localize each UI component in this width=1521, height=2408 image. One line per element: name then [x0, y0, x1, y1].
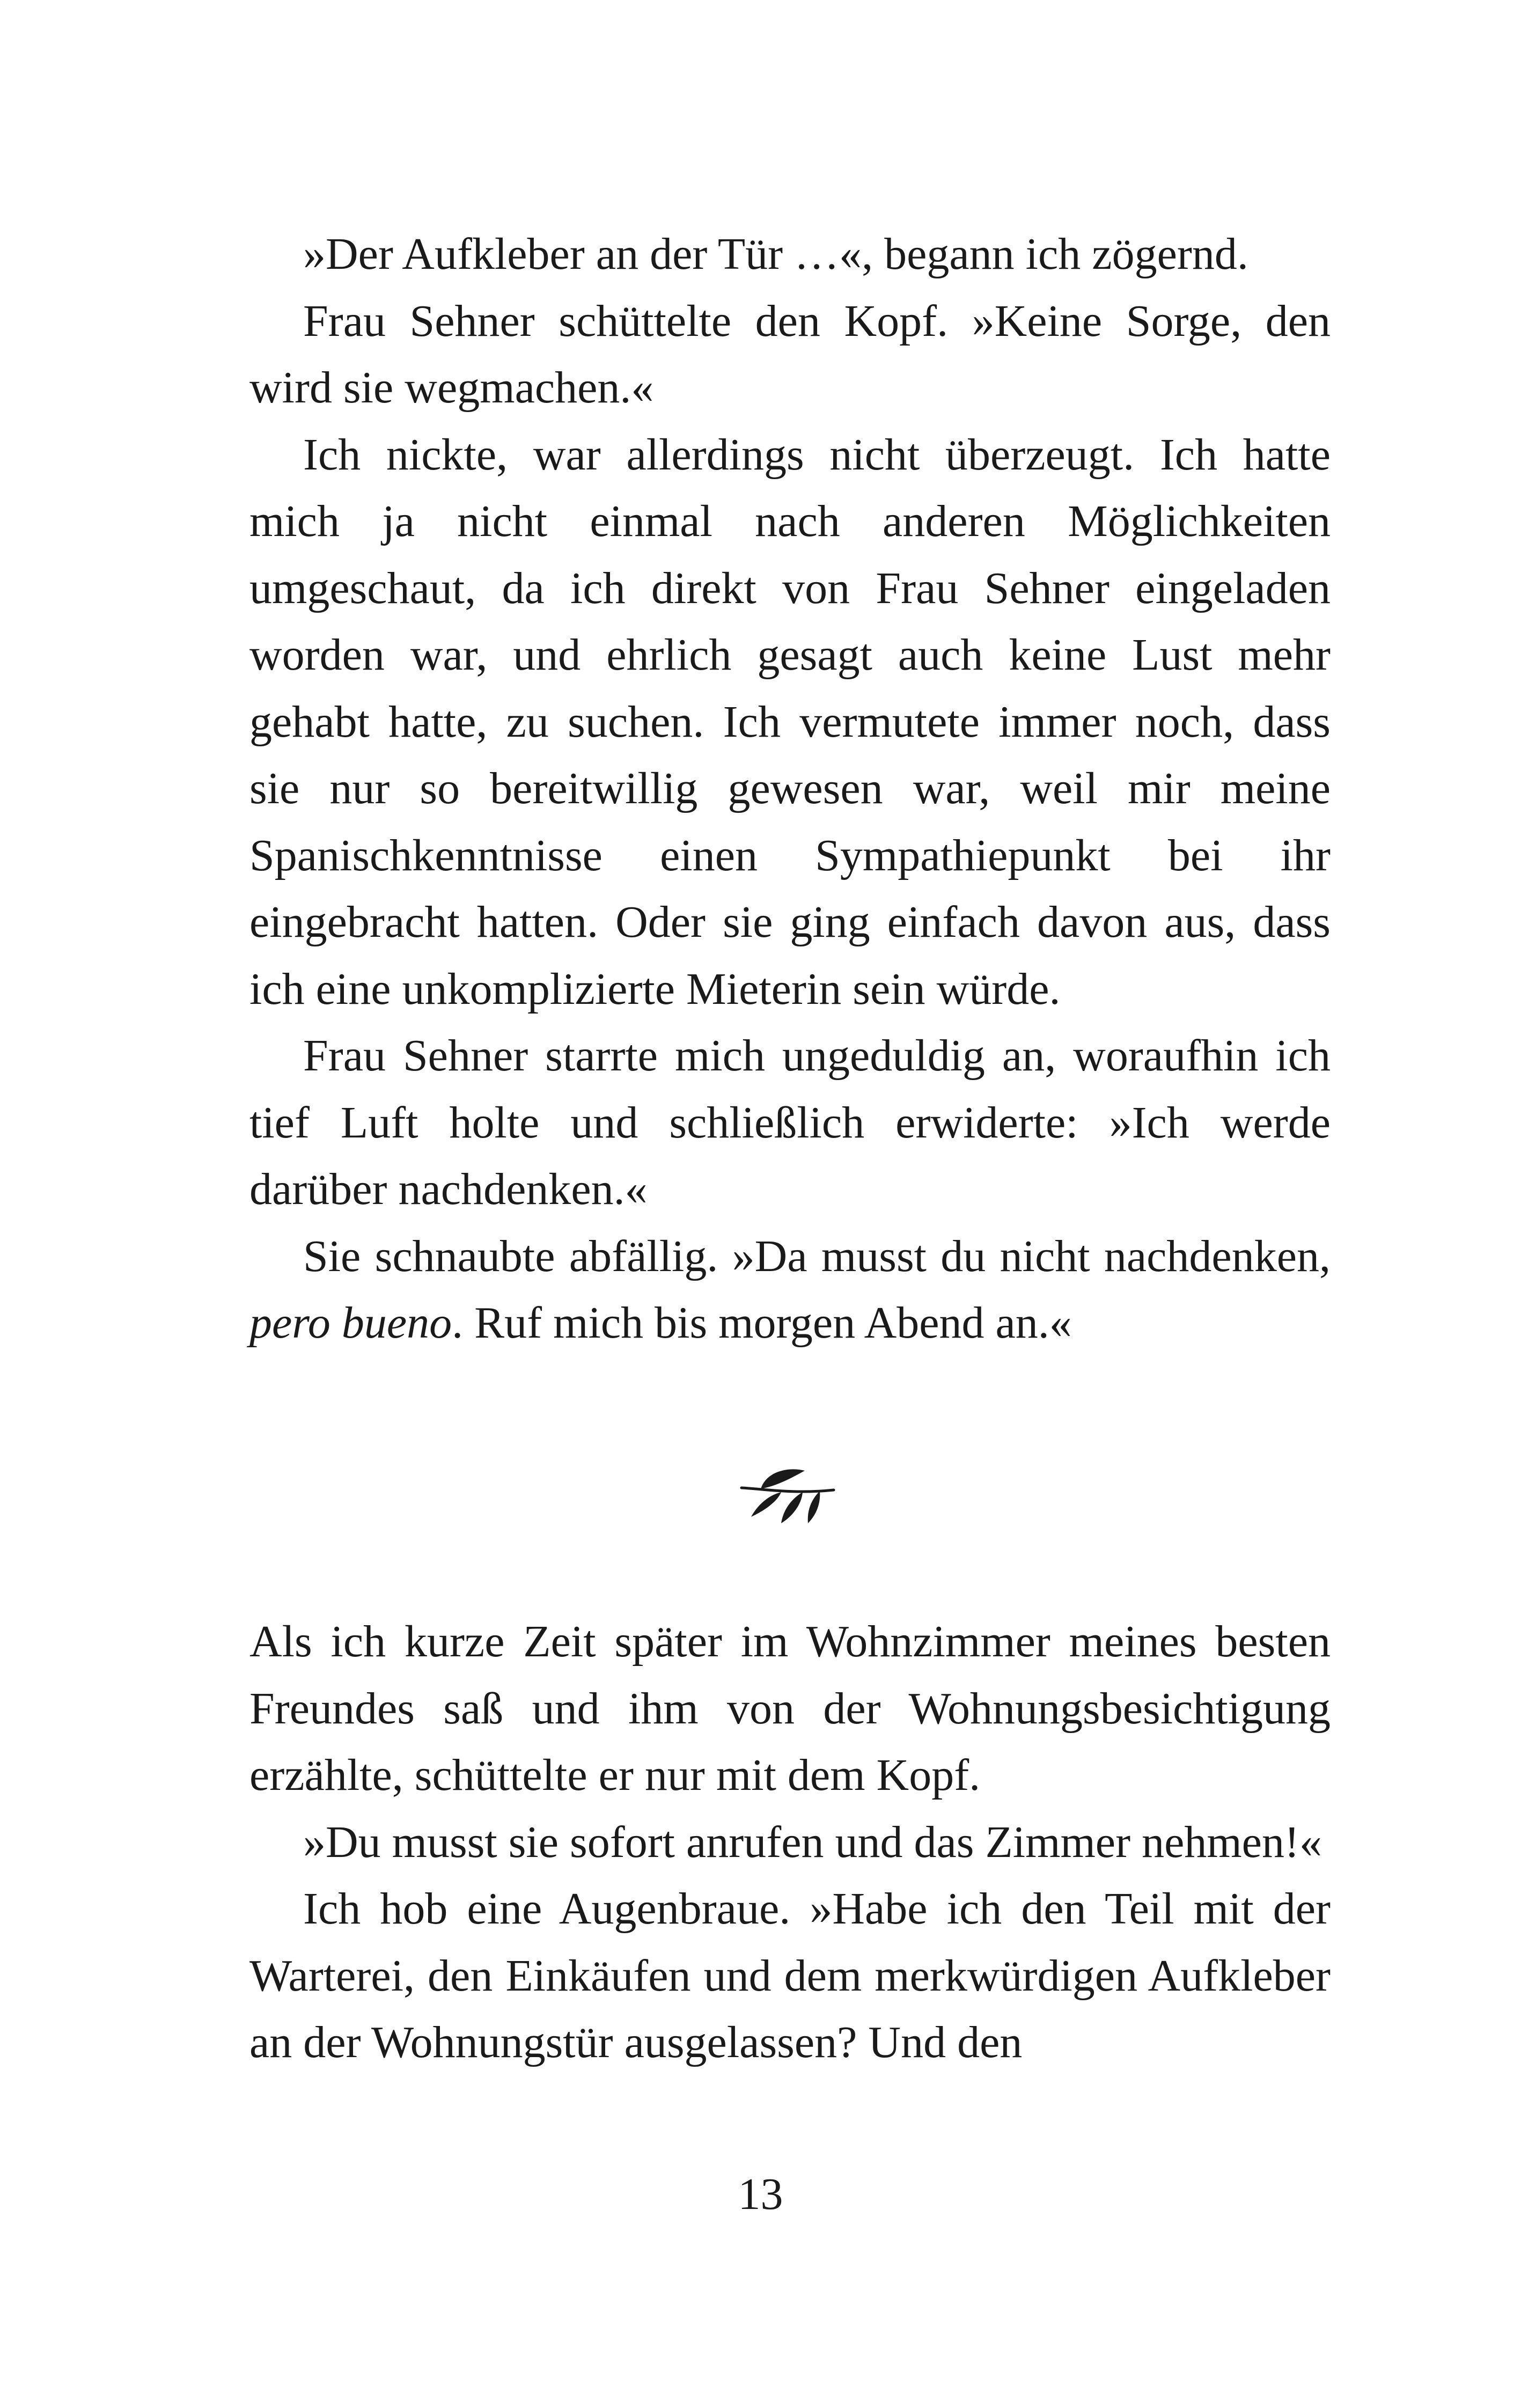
italic-phrase: pero bueno — [249, 1298, 452, 1348]
text-section-top — [249, 221, 1331, 1357]
paragraph: Als ich kurze Zeit später im Wohnzimmer meines besten Freundes saß und ihm von der Wohnungsbesichtigung erzählte, schüttelte er nur mit dem Kopf. — [249, 1617, 1331, 1800]
text-section-bottom — [249, 1609, 1331, 2076]
paragraph: Ich hob eine Augenbraue. »Habe ich den Teil mit der Warterei, den Einkäufen und dem merkwürdigen Aufkleber an der Wohnungstür ausgelassen? Und den — [249, 1884, 1331, 2067]
paragraph: »Der Aufkleber an der Tür …«, begann ich zögernd. — [303, 229, 1248, 279]
page-number: 13 — [738, 2169, 783, 2219]
paragraph: »Du musst sie sofort anrufen und das Zimmer nehmen!« — [303, 1817, 1322, 1867]
paragraph: Ich nickte, war allerdings nicht überzeugt. Ich hatte mich ja nicht einmal nach anderen Möglichkeiten umgeschaut, da ich direkt von Frau Sehner eingeladen worden war, und ehrlich gesagt auch keine Lust mehr gehabt hatte, zu suchen. Ich vermutete immer noch, dass sie nur so bereitwillig gewesen war, weil mir meine Spanischkenntnisse einen Sympathiepunkt bei ihr eingebracht hatten. Oder sie ging einfach davon aus, dass ich eine unkomplizierte Mieterin sein würde. — [249, 429, 1331, 1014]
paragraph-text: . Ruf mich bis morgen Abend an.« — [452, 1298, 1072, 1348]
paragraph-with-italic — [249, 1223, 1331, 1357]
paragraph-text: Sie schnaubte abfällig. »Da musst du nicht nachdenken, — [303, 1231, 1331, 1281]
leaf-branch-icon — [739, 1467, 836, 1526]
paragraph: Frau Sehner starrte mich ungeduldig an, woraufhin ich tief Luft holte und schließlich erwiderte: »Ich werde darüber nachdenken.« — [249, 1031, 1331, 1214]
paragraph: Frau Sehner schüttelte den Kopf. »Keine Sorge, den wird sie wegmachen.« — [249, 296, 1331, 413]
